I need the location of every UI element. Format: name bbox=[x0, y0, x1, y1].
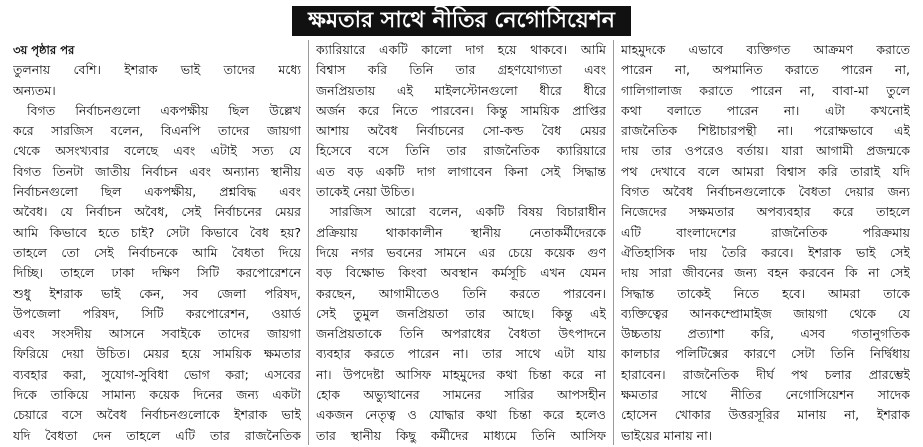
text-line: বিগত নির্বাচনগুলো একপক্ষীয় ছিল উল্লেখ bbox=[27, 102, 301, 118]
article-columns bbox=[6, 40, 917, 445]
text-line: সেই তুমুল জনপ্রিয়তা তার আছে। কিন্তু এই bbox=[316, 305, 606, 321]
text-line: বিগত অবৈধ নির্বাচনগুলোকে বৈধতা দেয়ার জন্য bbox=[621, 184, 910, 200]
text-line: বড় বিক্ষোভ কিংবা অবস্থান কর্মসূচি এখন যেমন bbox=[316, 265, 606, 281]
text-line: না। উপদেষ্টা আসিফ মাহমুদের কথা চিন্তা করে না bbox=[316, 366, 606, 382]
text-line: ঐতিহাসিক দায় তৈরি করবে। ইশরাক ভাই সেই bbox=[621, 244, 910, 260]
column-1 bbox=[6, 40, 308, 445]
text-line: উপজেলা পরিষদ, সিটি করপোরেশন, ওয়ার্ড bbox=[13, 305, 301, 321]
text-line: শুধু ইশরাক ভাই কেন, সব জেলা পরিষদ, bbox=[13, 285, 301, 301]
headline-wrap bbox=[0, 4, 923, 38]
text-line: দিচ্ছি। তাহলে ঢাকা দক্ষিণ সিটি করপোরেশনে bbox=[13, 265, 301, 281]
text-line: এত বড় একটি দাগ লাগাবেন কিনা সেই সিদ্ধান্ত bbox=[316, 163, 606, 179]
text-line: ক্যারিয়ারে একটি কালো দাগ হয়ে থাকবে। আমি bbox=[316, 42, 606, 57]
text-line: কালচার পলিটিক্সের কারণে সেটা তিনি নির্দ্বিধায় bbox=[621, 346, 910, 362]
text-line: বিগত তিনটা জাতীয় নির্বাচন এবং অন্যান্য স্থানীয় bbox=[13, 163, 301, 179]
text-line: জনপ্রিয়তায় এই মাইলস্টোনগুলো ধীরে ধীরে bbox=[316, 82, 606, 98]
text-line: প্রক্রিয়ায় থাকাকালীন স্থানীয় নেতাকর্মীদেরকে bbox=[316, 224, 606, 240]
text-line: বিশ্বাস করি তিনি তার গ্রহণযোগ্যতা এবং bbox=[316, 62, 606, 78]
text-line: দায় সারা জীবনের জন্য বহন করবেন কি না সেই bbox=[621, 265, 910, 281]
column-3 bbox=[613, 40, 917, 445]
text-line: এবং সংসদীয় আসনে সবাইকে তাদের জায়গা bbox=[13, 326, 301, 342]
text-line: আমি কিভাবে হতে চাই? সেটা কিভাবে বৈধ হয়? bbox=[13, 224, 301, 240]
text-line: দিকে তাকিয়ে সামান্য কয়েক দিনের জন্য একটা bbox=[13, 387, 301, 403]
text-line: জনপ্রিয়তাকে তিনি অপরাধের বৈধতা উৎপাদনে bbox=[316, 326, 606, 342]
text-line: করছেন, আগামীতেও তিনি করতে পারবেন। bbox=[316, 285, 606, 301]
text-line: চেয়ারে বসে অবৈধ নির্বাচনগুলোকে ইশরাক ভাই bbox=[13, 407, 301, 423]
text-line: ব্যক্তিত্বের আনকম্প্রোমাইজ জায়গা থেকে যে bbox=[621, 305, 910, 321]
text-line: হারাবেন। রাজনৈতিক দীর্ঘ পথ চলার প্রারম্ভেই bbox=[621, 366, 910, 382]
text-line: ফিরিয়ে দেয়া উচিত। মেয়র হয়ে সাময়িক ক্ষমতার bbox=[13, 346, 301, 362]
text-line: তুলনায় বেশি। ইশরাক ভাই তাদের মধ্যে bbox=[13, 62, 301, 78]
text-line: উচ্চতায় প্রত্যাশা করি, এসব গতানুগতিক bbox=[621, 326, 910, 342]
text-line: পথ দেখাবে বলে আমরা বিশ্বাস করি তারাই যদি bbox=[621, 163, 910, 179]
text-line: থেকে অসংখ্যবার বলেছে এবং এটাই সত্য যে bbox=[13, 143, 301, 159]
text-line: ক্ষমতার সাথে নীতির নেগোসিয়েশন সাদেক bbox=[621, 387, 910, 403]
text-line: দিয়ে নগর ভবনের সামনে এর চেয়ে কয়েক গুণ bbox=[316, 244, 606, 260]
text-line: মাহমুদকে এভাবে ব্যক্তিগত আক্রমণ করাতে bbox=[621, 42, 910, 57]
text-line: নির্বাচনগুলো ছিল একপক্ষীয়, প্রশ্নবিদ্ধ এবং bbox=[13, 184, 301, 200]
text-line: অন্যতম। bbox=[13, 82, 56, 98]
text-line: নিজেদের সক্ষমতার অপব্যবহার করে তাহলে bbox=[621, 204, 910, 220]
text-line: ব্যবহার করা, সুযোগ-সুবিধা ভোগ করা; এসবের bbox=[13, 366, 301, 382]
text-line: তার স্থানীয় কিছু কর্মীদের মাধ্যমে তিনি আসিফ bbox=[316, 427, 606, 443]
text-line: একজন নেতৃত্ব ও যোদ্ধার কথা চিন্তা করে হলেও bbox=[316, 407, 606, 423]
text-line: পারেন না, অপমানিত করাতে পারেন না, bbox=[621, 62, 910, 78]
text-line: ভাইয়ের মানায় না। bbox=[621, 427, 713, 443]
text-line: করে সারজিস বলেন, বিএনপি তাদের জায়গা bbox=[13, 123, 301, 139]
text-line: আশায় অবৈধ নির্বাচনের সো-কল্ড বৈধ মেয়র bbox=[316, 123, 606, 139]
text-line: হোসেন খোকার উত্তরসূরির মানায় না, ইশরাক bbox=[621, 407, 910, 423]
text-line: এটি বাংলাদেশের রাজনৈতিক পরিক্রমায় bbox=[621, 224, 910, 240]
text-line: সারজিস আরো বলেন, একটি বিষয় বিচারাধীন bbox=[330, 204, 606, 220]
continuation-label: ৩য় পৃষ্ঠার পর bbox=[13, 43, 75, 57]
text-line: হোক অভ্যুত্থানের সামনের সারির আপসহীন bbox=[316, 387, 606, 403]
text-line: যদি বৈধতা দেন তাহলে এটি তার রাজনৈতিক bbox=[13, 427, 301, 443]
headline: ক্ষমতার সাথে নীতির নেগোসিয়েশন bbox=[292, 6, 631, 36]
text-line: অবৈধ। যে নির্বাচন অবৈধ, সেই নির্বাচনের মেয়র bbox=[13, 204, 301, 220]
text-line: গালিগালাজ করাতে পারেন না, বাবা-মা তুলে bbox=[621, 82, 910, 98]
text-line: অর্জন করে নিতে পারবেন। কিন্তু সাময়িক প্রাপ্তির bbox=[316, 102, 606, 118]
text-line: তাকেই নেয়া উচিত। bbox=[316, 184, 415, 200]
text-line: তাহলে তো সেই নির্বাচনকে আমি বৈধতা দিয়ে bbox=[13, 244, 301, 260]
text-line: কথা বলাতে পারেন না। এটা কখনোই bbox=[621, 102, 910, 118]
text-line: সিদ্ধান্ত তাকেই নিতে হবে। আমরা তাকে bbox=[621, 285, 910, 301]
text-line: হিসেবে বসে তিনি তার রাজনৈতিক ক্যারিয়ারে bbox=[316, 143, 606, 159]
column-2 bbox=[308, 40, 613, 445]
text-line: দায় তার ওপরেও বর্তায়। যারা আগামী প্রজন্মকে bbox=[621, 143, 910, 159]
text-line: রাজনৈতিক শিষ্টাচারপন্থী না। পরোক্ষভাবে এই bbox=[621, 123, 910, 139]
text-line: ব্যবহার করতে পারেন না। তার সাথে এটা যায় bbox=[316, 346, 606, 362]
